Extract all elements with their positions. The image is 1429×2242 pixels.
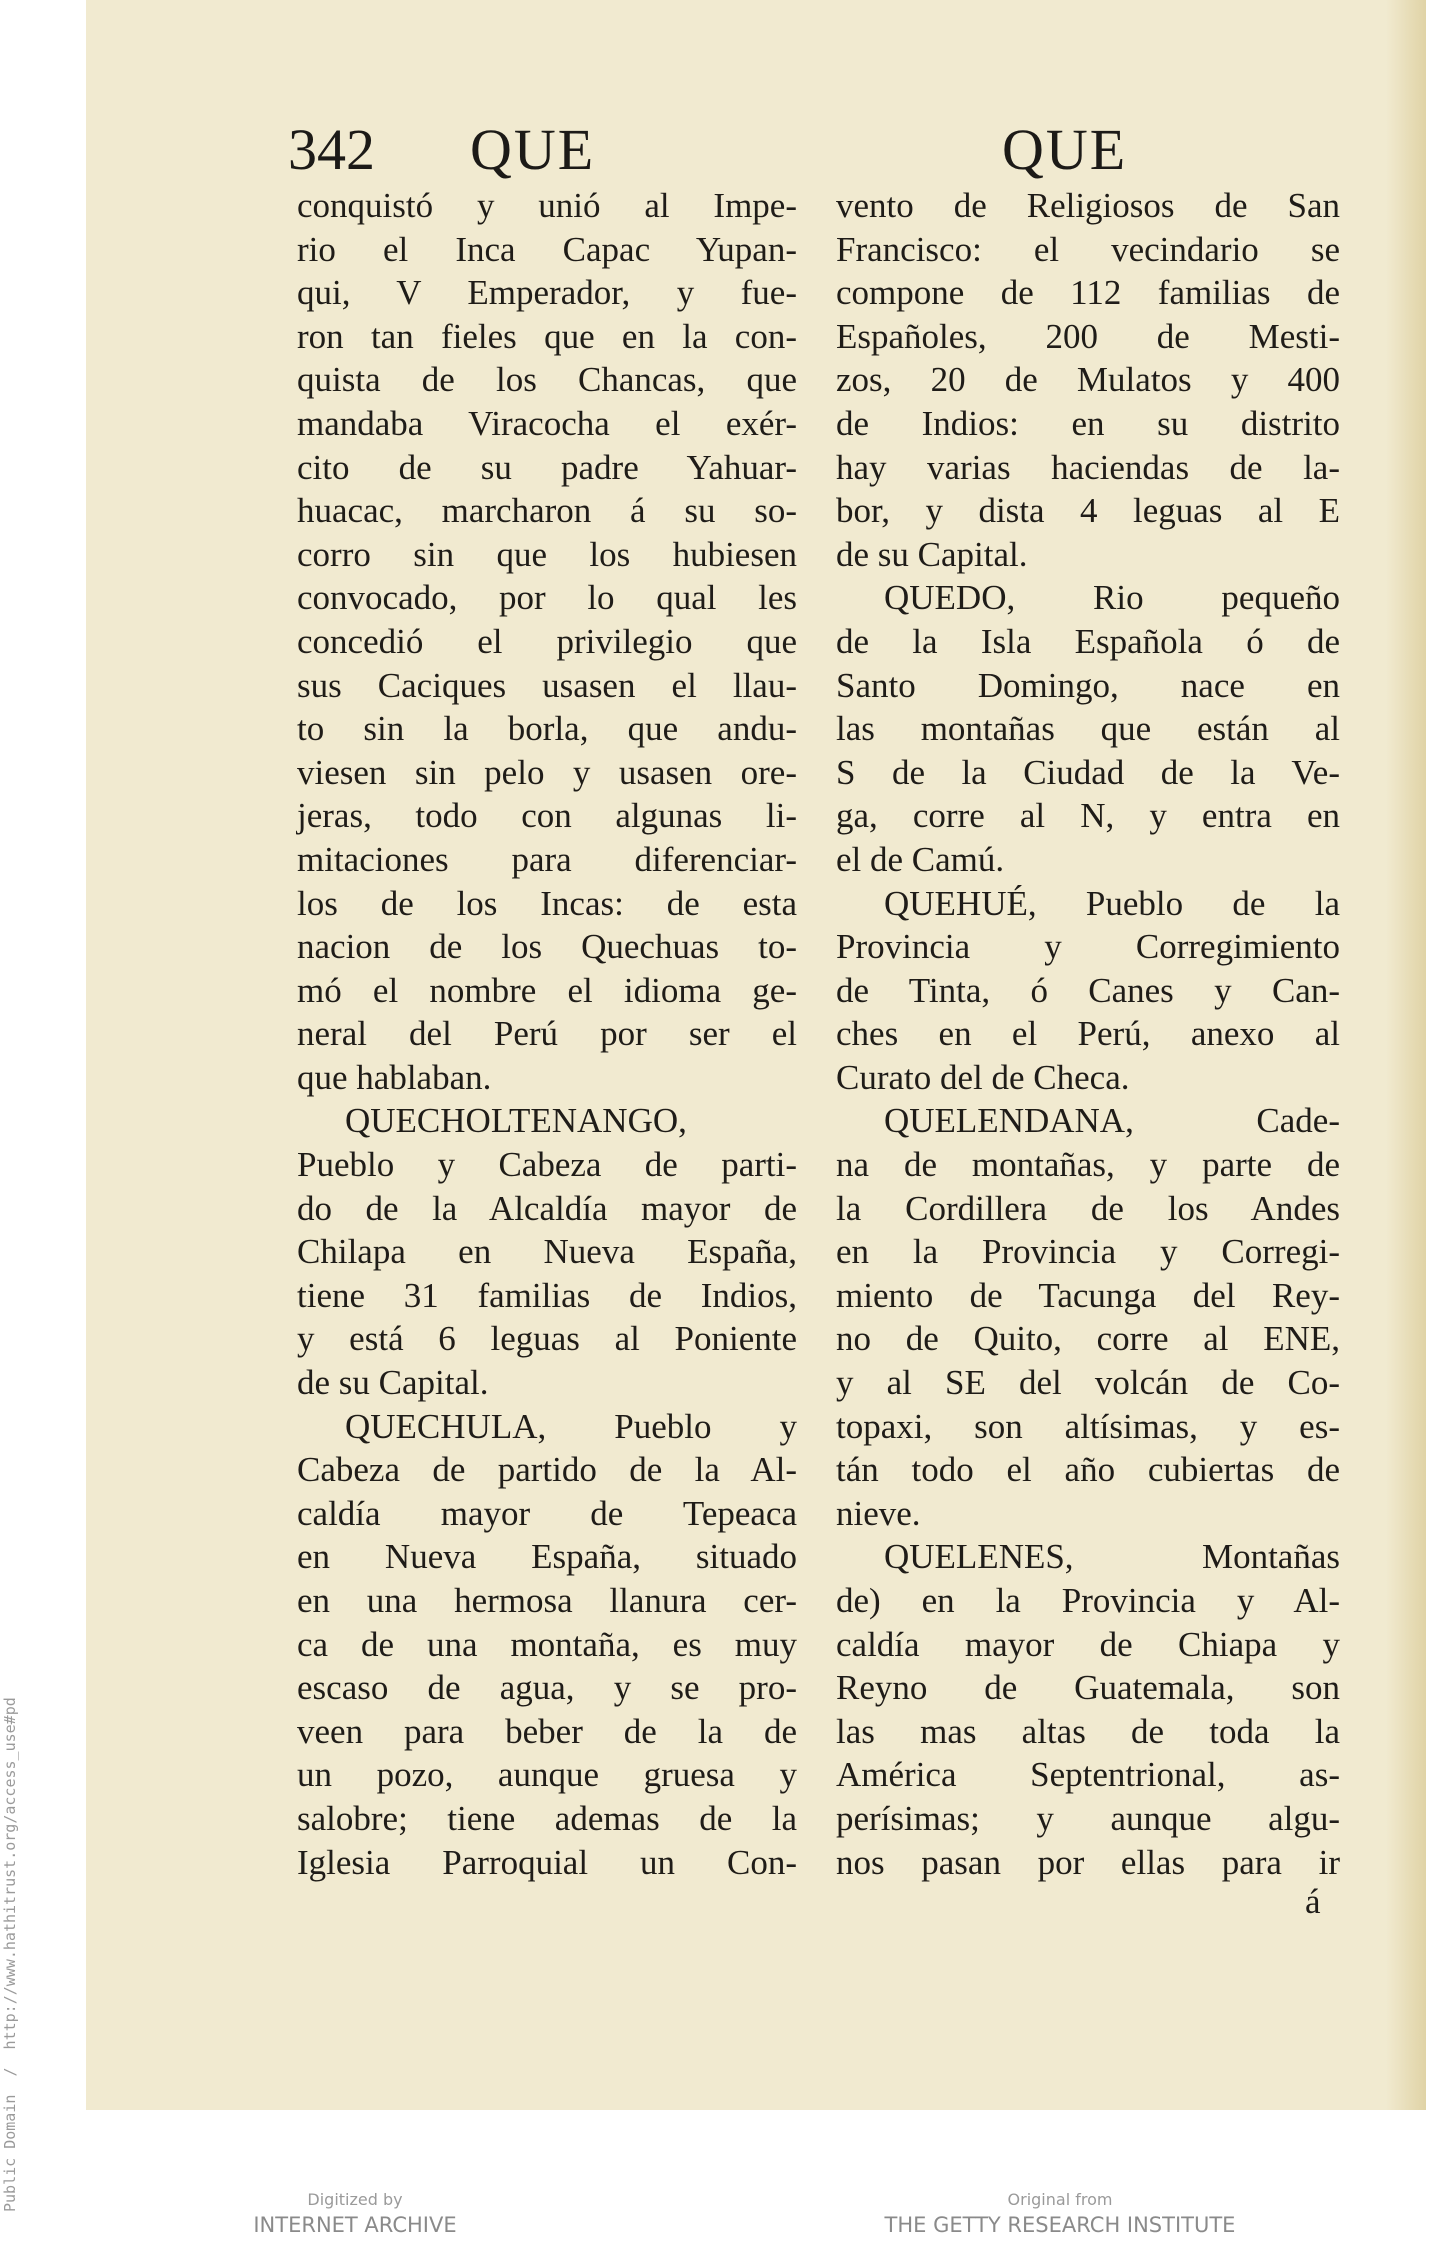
text-line: perísimas; y aunque algu- [836,1798,1340,1838]
text-line: ca de una montaña, es muy [297,1624,797,1664]
text-line: Curato del de Checa. [836,1057,1130,1097]
text-line: QUECHOLTENANGO, [345,1101,687,1141]
text-line: QUECHULA, Pueblo y [345,1406,797,1446]
text-line: qui, V Emperador, y fue- [297,273,797,313]
text-line: cito de su padre Yahuar- [297,447,797,487]
text-line: Españoles, 200 de Mesti- [836,316,1340,356]
text-line: Cabeza de partido de la Al- [297,1450,797,1490]
digitized-by-label: Digitized by [307,2190,403,2209]
text-line: viesen sin pelo y usasen ore- [297,752,797,792]
text-line: de su Capital. [297,1363,489,1403]
text-line: de Indios: en su distrito [836,403,1340,443]
text-line: tán todo el año cubiertas de [836,1450,1340,1490]
text-line: huacac, marcharon á su so- [297,491,797,531]
text-line: mandaba Viracocha el exér- [297,403,797,443]
text-line: QUELENES, Montañas [884,1537,1340,1577]
text-line: en Nueva España, situado [297,1537,797,1577]
text-line: no de Quito, corre al ENE, [836,1319,1340,1359]
text-line: QUEHUÉ, Pueblo de la [884,883,1340,923]
text-line: jeras, todo con algunas li- [297,796,797,836]
text-line: tiene 31 familias de Indios, [297,1275,797,1315]
text-line: miento de Tacunga del Rey- [836,1275,1340,1315]
text-line: conquistó y unió al Impe- [297,186,797,225]
text-line: Pueblo y Cabeza de parti- [297,1145,797,1185]
text-line: sus Caciques usasen el llau- [297,665,797,705]
text-line: to sin la borla, que andu- [297,709,797,749]
text-line: nieve. [836,1493,921,1533]
text-line: Reyno de Guatemala, son [836,1668,1340,1708]
text-line: y está 6 leguas al Poniente [297,1319,797,1359]
catchword: á [1305,1882,1321,1921]
text-line: Chilapa en Nueva España, [297,1232,797,1272]
text-line: bor, y dista 4 leguas al E [836,491,1340,531]
text-line: las mas altas de toda la [836,1711,1340,1751]
text-line: do de la Alcaldía mayor de [297,1188,797,1228]
text-line: ron tan fieles que en la con- [297,316,797,356]
text-line: nos pasan por ellas para ir [836,1842,1340,1882]
text-line: na de montañas, y parte de [836,1145,1340,1185]
text-line: rio el Inca Capac Yupan- [297,229,797,269]
internet-archive-label: INTERNET ARCHIVE [253,2213,457,2237]
text-line: vento de Religiosos de San [836,186,1340,225]
text-line: un pozo, aunque gruesa y [297,1755,797,1795]
provenance-text: Public Domain / http://www.hathitrust.org/access_use#pd [1,1697,19,2212]
text-line: de) en la Provincia y Al- [836,1581,1340,1620]
text-line: el de Camú. [836,839,1005,879]
text-line: Iglesia Parroquial un Con- [297,1842,797,1882]
text-line: mó el nombre el idioma ge- [297,970,797,1010]
right-running-head: QUE [1002,117,1128,182]
text-line: de la Isla Española ó de [836,621,1340,661]
text-line: zos, 20 de Mulatos y 400 [836,360,1340,400]
text-line: caldía mayor de Chiapa y [836,1624,1340,1664]
digitized-by-credit [200,2190,510,2240]
text-line: QUELENDANA, Cade- [884,1101,1340,1141]
text-line: compone de 112 familias de [836,273,1340,313]
text-line: hay varias haciendas de la- [836,447,1340,487]
text-line: corro sin que los hubiesen [297,534,797,574]
text-line: las montañas que están al [836,709,1340,749]
text-line: en una hermosa llanura cer- [297,1581,797,1620]
text-line: veen para beber de la de [297,1711,797,1751]
text-line: de Tinta, ó Canes y Can- [836,970,1340,1010]
original-from-label: Original from [1007,2190,1113,2209]
original-from-credit [845,2190,1275,2240]
text-line: QUEDO, Rio pequeño [884,578,1340,618]
text-line: nacion de los Quechuas to- [297,927,797,967]
left-running-head: QUE [470,117,596,182]
text-line: América Septentrional, as- [836,1755,1340,1795]
text-line: Francisco: el vecindario se [836,229,1340,269]
text-line: concedió el privilegio que [297,621,797,661]
text-line: escaso de agua, y se pro- [297,1668,797,1708]
text-line: mitaciones para diferenciar- [297,839,797,879]
text-line: de su Capital. [836,534,1028,574]
provenance-sidebar [0,1062,40,2212]
text-line: los de los Incas: de esta [297,883,797,923]
text-line: S de la Ciudad de la Ve- [836,752,1340,792]
text-line: quista de los Chancas, que [297,360,797,400]
text-line: y al SE del volcán de Co- [836,1363,1340,1403]
text-line: en la Provincia y Corregi- [836,1232,1340,1272]
text-line: topaxi, son altísimas, y es- [836,1406,1340,1446]
text-line: ches en el Perú, anexo al [836,1014,1340,1054]
text-line: convocado, por lo qual les [297,578,797,618]
text-line: salobre; tiene ademas de la [297,1798,797,1838]
text-line: caldía mayor de Tepeaca [297,1493,797,1533]
getty-institute-label: THE GETTY RESEARCH INSTITUTE [884,2213,1236,2237]
right-text-column [836,184,1340,1884]
text-line: neral del Perú por ser el [297,1014,797,1054]
text-line: la Cordillera de los Andes [836,1188,1340,1228]
page-number: 342 [288,117,375,182]
left-text-column [297,184,797,1884]
text-line: Provincia y Corregimiento [836,927,1340,967]
text-line: Santo Domingo, nace en [836,665,1340,705]
text-line: que hablaban. [297,1057,492,1097]
text-line: ga, corre al N, y entra en [836,796,1340,836]
